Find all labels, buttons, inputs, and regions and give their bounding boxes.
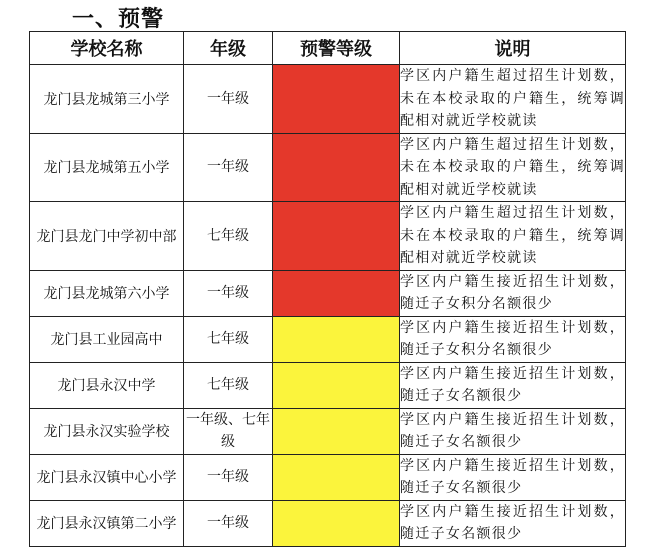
note-cell: 学区内户籍生接近招生计划数，随迁子女名额很少 — [400, 408, 626, 454]
table-row — [30, 202, 626, 271]
grade-cell: 一年级 — [184, 500, 273, 546]
table-row — [30, 408, 626, 454]
table-row — [30, 362, 626, 408]
header-grade: 年级 — [184, 32, 273, 65]
table-header-row — [30, 32, 626, 65]
table-row — [30, 270, 626, 316]
school-name: 龙门县永汉镇中心小学 — [30, 454, 184, 500]
school-name: 龙门县永汉镇第二小学 — [30, 500, 184, 546]
header-school: 学校名称 — [30, 32, 184, 65]
grade-cell: 七年级 — [184, 202, 273, 271]
grade-cell: 一年级 — [184, 270, 273, 316]
warning-level-red — [273, 202, 400, 271]
school-name: 龙门县永汉中学 — [30, 362, 184, 408]
warning-level-red — [273, 65, 400, 134]
table-row — [30, 65, 626, 134]
note-cell: 学区内户籍生接近招生计划数，随迁子女积分名额很少 — [400, 270, 626, 316]
table-row — [30, 500, 626, 546]
grade-cell: 一年级 — [184, 65, 273, 134]
grade-cell: 七年级 — [184, 316, 273, 362]
note-cell: 学区内户籍生接近招生计划数，随迁子女名额很少 — [400, 454, 626, 500]
school-name: 龙门县工业园高中 — [30, 316, 184, 362]
header-level: 预警等级 — [273, 32, 400, 65]
note-cell: 学区内户籍生超过招生计划数，未在本校录取的户籍生，统筹调配相对就近学校就读 — [400, 202, 626, 271]
warning-level-yellow — [273, 408, 400, 454]
warning-level-yellow — [273, 316, 400, 362]
header-note: 说明 — [400, 32, 626, 65]
section-heading: 一、预警 — [72, 7, 165, 32]
school-name: 龙门县龙城第三小学 — [30, 65, 184, 134]
note-cell: 学区内户籍生超过招生计划数，未在本校录取的户籍生，统筹调配相对就近学校就读 — [400, 65, 626, 134]
table-row — [30, 133, 626, 202]
warning-level-yellow — [273, 362, 400, 408]
warning-level-yellow — [273, 454, 400, 500]
school-name: 龙门县龙城第五小学 — [30, 133, 184, 202]
table-row — [30, 316, 626, 362]
school-name: 龙门县龙门中学初中部 — [30, 202, 184, 271]
warning-level-red — [273, 270, 400, 316]
table-row — [30, 454, 626, 500]
grade-cell: 七年级 — [184, 362, 273, 408]
note-cell: 学区内户籍生接近招生计划数，随迁子女名额很少 — [400, 500, 626, 546]
grade-cell: 一年级、七年级 — [184, 408, 273, 454]
warning-level-yellow — [273, 500, 400, 546]
grade-cell: 一年级 — [184, 133, 273, 202]
school-name: 龙门县龙城第六小学 — [30, 270, 184, 316]
warning-level-red — [273, 133, 400, 202]
note-cell: 学区内户籍生接近招生计划数，随迁子女积分名额很少 — [400, 316, 626, 362]
note-cell: 学区内户籍生接近招生计划数，随迁子女名额很少 — [400, 362, 626, 408]
grade-cell: 一年级 — [184, 454, 273, 500]
school-name: 龙门县永汉实验学校 — [30, 408, 184, 454]
note-cell: 学区内户籍生超过招生计划数，未在本校录取的户籍生，统筹调配相对就近学校就读 — [400, 133, 626, 202]
warning-table — [29, 31, 626, 547]
